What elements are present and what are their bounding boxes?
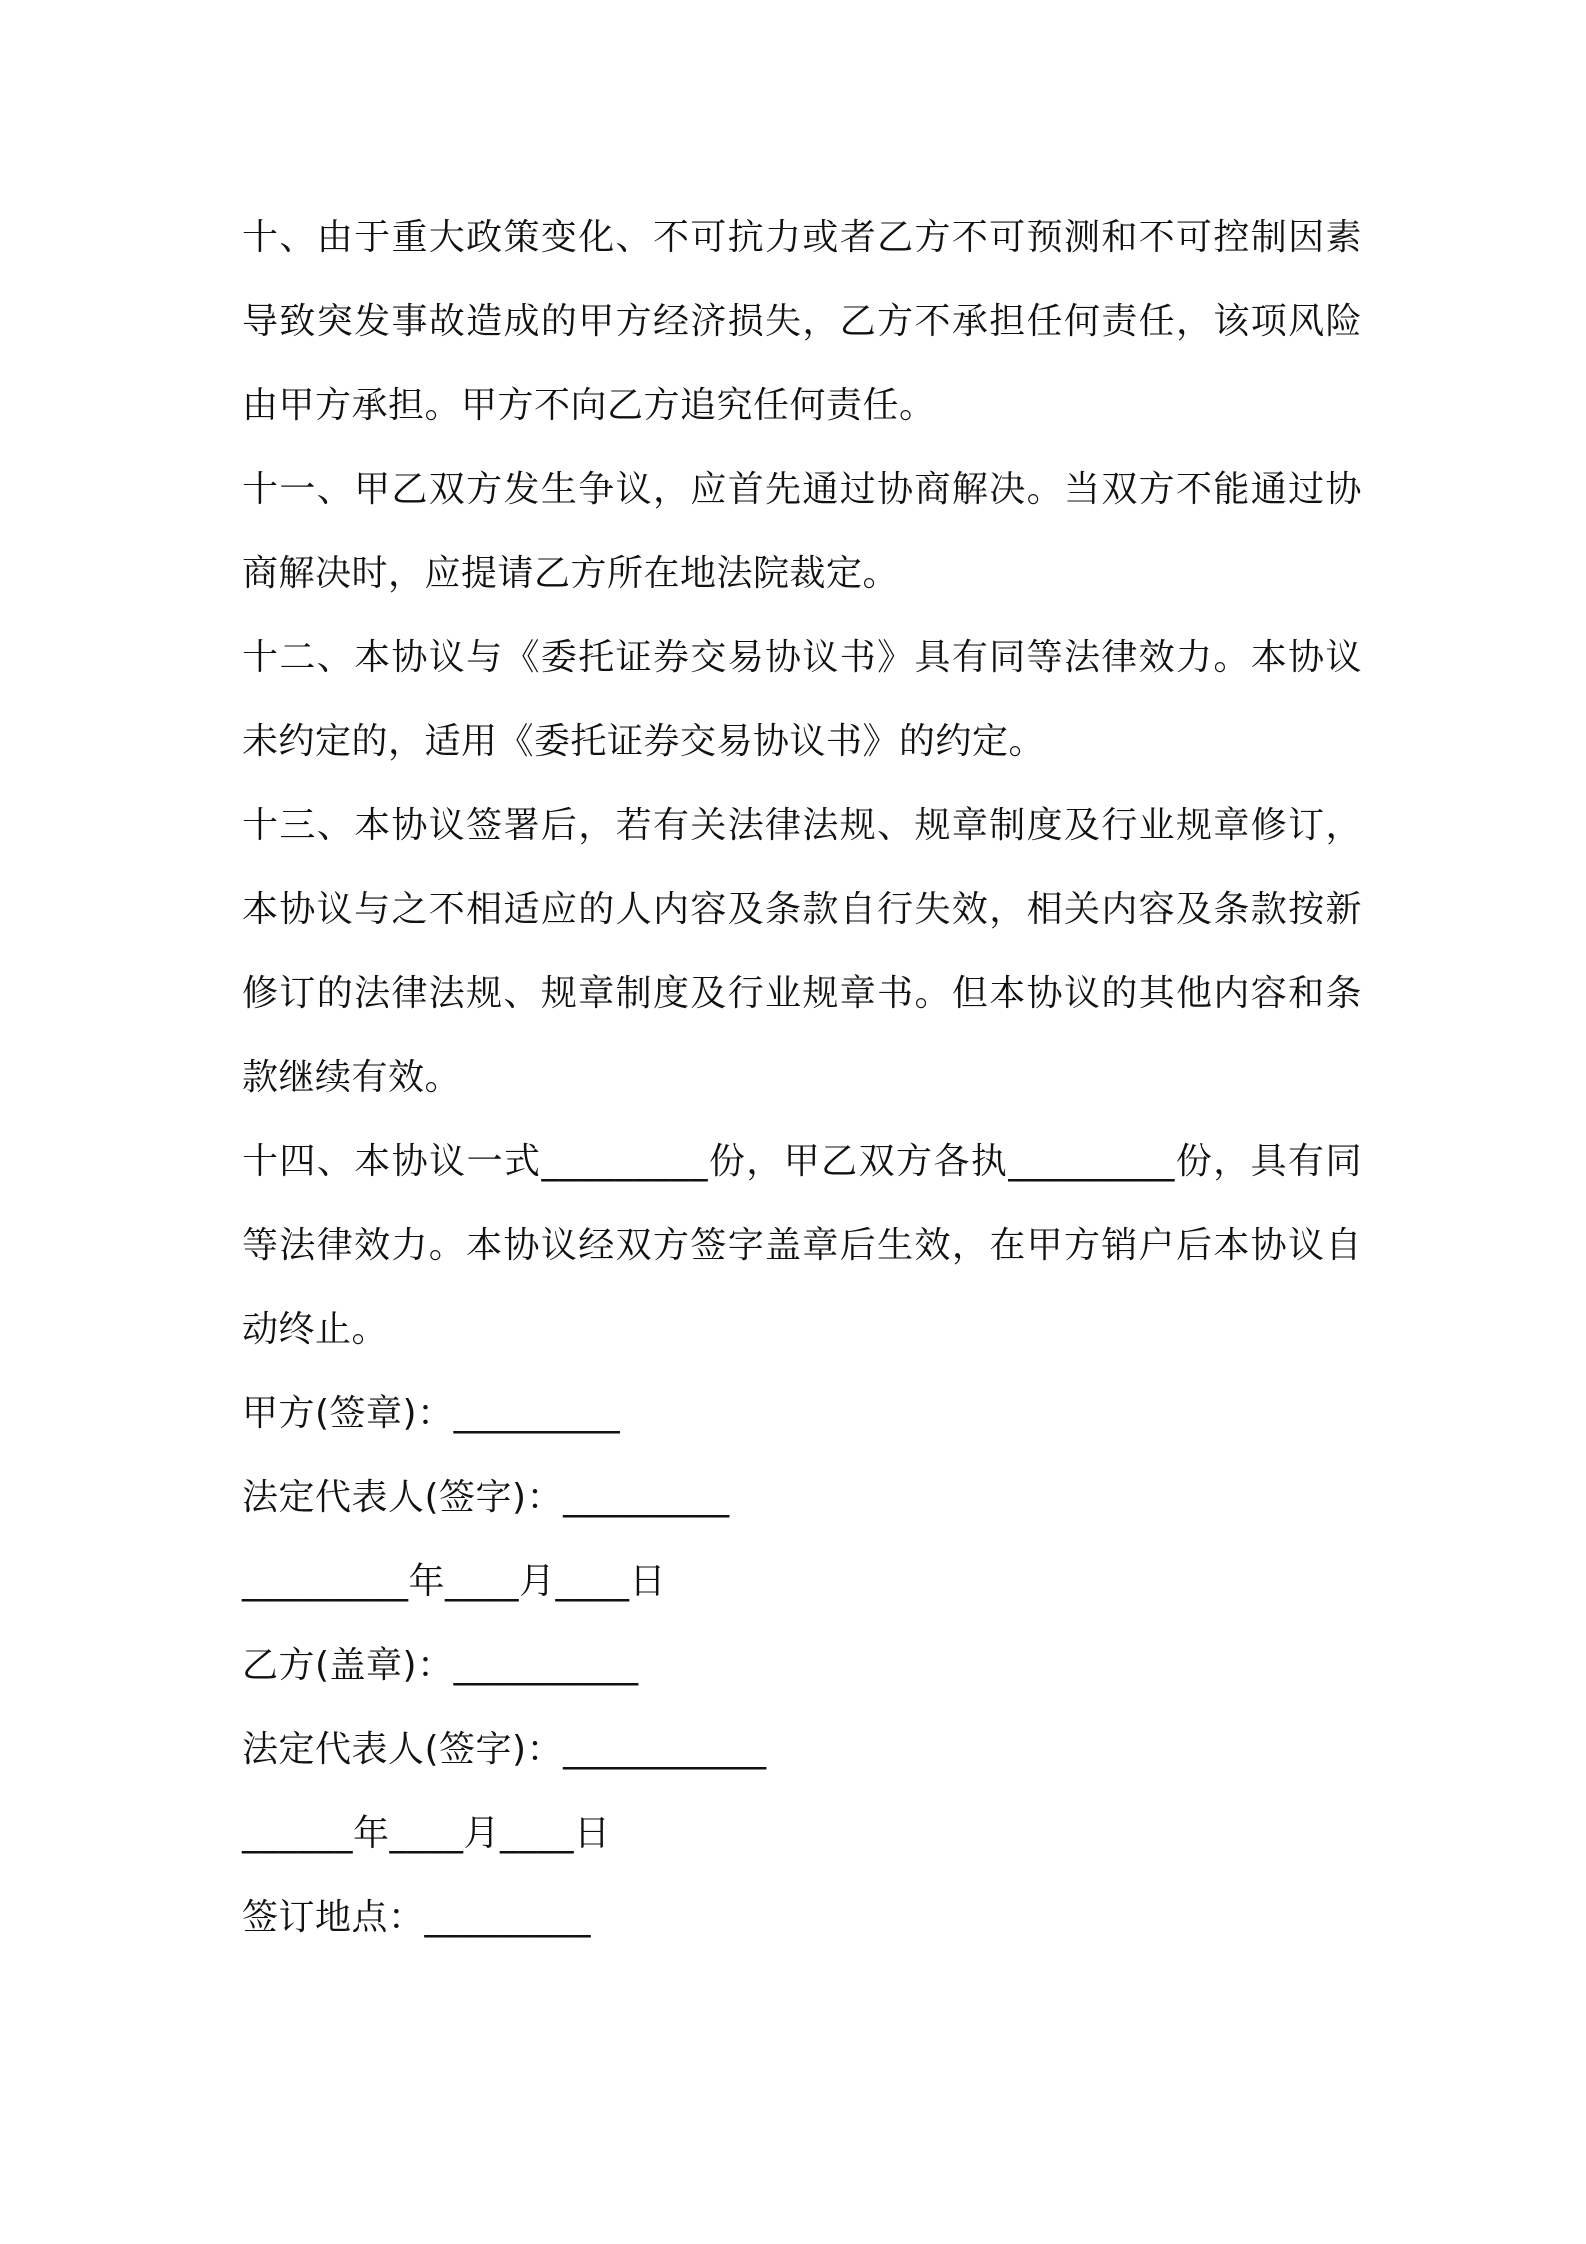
document-body — [242, 196, 1362, 1960]
clause-12: 十二、本协议与《委托证券交易协议书》具有同等法律效力。本协议未约定的，适用《委托证券交易协议书》的约定。 — [242, 637, 1362, 762]
clause-14: 十四、本协议一式_________份，甲乙双方各执_________份，具有同等法律效力。本协议经双方签字盖章后生效，在甲方销户后本协议自动终止。 — [242, 1141, 1362, 1350]
party-a-representative-line: 法定代表人(签字)：_________ — [242, 1477, 730, 1518]
clause-10: 十、由于重大政策变化、不可抗力或者乙方不可预测和不可控制因素导致突发事故造成的甲方经济损失，乙方不承担任何责任，该项风险由甲方承担。甲方不向乙方追究任何责任。 — [242, 217, 1362, 426]
party-b-seal-line: 乙方(盖章)：__________ — [242, 1645, 639, 1686]
party-b-date-line: ______年____月____日 — [242, 1813, 611, 1854]
clause-11: 十一、甲乙双方发生争议，应首先通过协商解决。当双方不能通过协商解决时，应提请乙方所在地法院裁定。 — [242, 469, 1362, 594]
party-a-seal-line: 甲方(签章)：_________ — [242, 1393, 621, 1434]
party-a-date-line: _________年____月____日 — [242, 1561, 666, 1602]
signing-place-line: 签订地点：_________ — [242, 1897, 592, 1938]
clause-13: 十三、本协议签署后，若有关法律法规、规章制度及行业规章修订，本协议与之不相适应的人内容及条款自行失效，相关内容及条款按新修订的法律法规、规章制度及行业规章书。但本协议的其他内容和条款继续有效。 — [242, 805, 1362, 1098]
party-b-representative-line: 法定代表人(签字)：___________ — [242, 1729, 767, 1770]
